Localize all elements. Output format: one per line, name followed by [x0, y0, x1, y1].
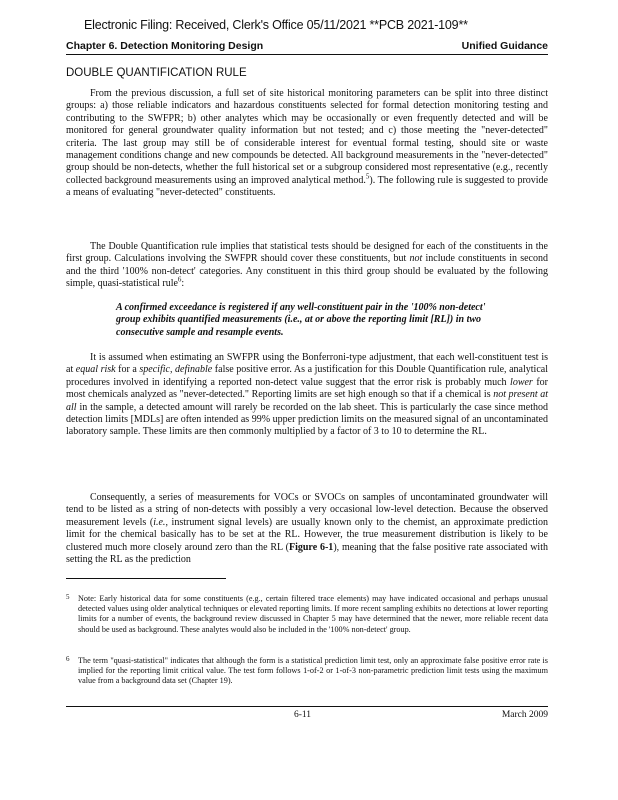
footnote-divider — [66, 578, 226, 579]
document-title: Unified Guidance — [461, 40, 548, 52]
paragraph-1: From the previous discussion, a full set of site historical monitoring parameters can be split into three distinct groups: a) those reliable indicators and hazardous constituents selected for formal detection monitoring testing and contributing to the SWFPR; b) other analytes which may be occasionally or even frequently detected and will be monitored for general groundwater quality information but not tested; and c) those meeting the "never-detected" criteria. The last group may still be of considerable interest for eventual formal testing, should site or waste management conditions change and new compounds be detected. All background measurements in the "never-detected" group should be non-detects, whether the full historical set or a subgroup considered most representative (e.g., recently collected background measurements using an improved analytical method.$^5$). The following rule is suggested to provide a means of evaluating "never-detected" constituents. — [66, 88, 548, 199]
chapter-title: Chapter 6. Detection Monitoring Design — [66, 40, 264, 52]
footnote-5: 5 Note: Early historical data for some constituents (e.g., certain filtered trace elements) may have indicated occasional and perhaps unusual detected values using older analytical techniques or elevated reporting limits. If more recent sampling exhibits no detections at lower reporting limits for a number of events, the background review discussed in Chapter 5 may have determined that the newer, more reliable recent data should be used as background. These analytes would also be included in the '100% non-detect' group. — [66, 593, 548, 634]
footnote-6: 6 The term "quasi-statistical" indicates that although the form is a statistical prediction limit test, only an approximate false positive error rate is implied for the reporting limit critical value. The test form follows 1-of-2 or 1-of-3 non-parametric prediction limit tests using the maximum value from a background data set (Chapter 19). — [66, 655, 548, 686]
running-header — [66, 38, 548, 55]
paragraph-3: It is assumed when estimating an SWFPR using the Bonferroni-type adjustment, that each well-constituent test is at equal risk for a specific, definable false positive error. As a justification for this Double Quantification rule, analytical procedures involved in identifying a reported non-detect value suggest that the error risk is probably much lower for most chemicals analyzed as "never-detected." Reporting limits are set high enough so that if a chemical is not present at all in the sample, a detected amount will rarely be recorded on the lab sheet. This is particularly the case since method detection limits [MDLs] are often intended as 99% upper prediction limits on the measured signal of an uncontaminated laboratory sample. These limits are then commonly multiplied by a factor of 3 to 10 to determine the RL. — [66, 352, 548, 438]
publication-date: March 2009 — [501, 710, 548, 720]
paragraph-2: The Double Quantification rule implies that statistical tests should be designed for each of the constituents in the first group. Calculations involving the SWFPR should cover these constituents, but not include constituents in second and the third '100% non-detect' categories. Any constituent in this third group should be evaluated by the following simple, quasi-statistical rule$^6$: — [66, 241, 548, 290]
section-title: DOUBLE QUANTIFICATION RULE — [66, 67, 247, 79]
footnote-ref-5: 5 — [365, 172, 370, 181]
paragraph-4: Consequently, a series of measurements for VOCs or SVOCs on samples of uncontaminated groundwater will tend to be listed as a string of non-detects with possibly a very occasional low-level detection. Because the observed measurement levels (i.e., instrument signal levels) are usually known only to the chemist, an approximate prediction limit for the chemical basically has to be set at the RL. However, the true measurement distribution is likely to be clustered much more closely around zero than the RL (Figure 6-1), meaning that the false positive rate associated with setting the RL as the prediction — [66, 492, 549, 566]
footer-divider — [66, 706, 548, 707]
double-quantification-rule: A confirmed exceedance is registered if any well-constituent pair in the '100% non-detect' group exhibits quantified measurements (i.e., at or above the reporting limit [RL]) in two consecutive sample and resample events. — [116, 302, 486, 338]
page-number: 6-11 — [294, 710, 312, 720]
footnote-ref-6: 6 — [177, 275, 182, 284]
figure-reference: Figure 6-1 — [288, 541, 334, 553]
filing-stamp: Electronic Filing: Received, Clerk's Office 05/11/2021 **PCB 2021-109** — [84, 18, 468, 32]
